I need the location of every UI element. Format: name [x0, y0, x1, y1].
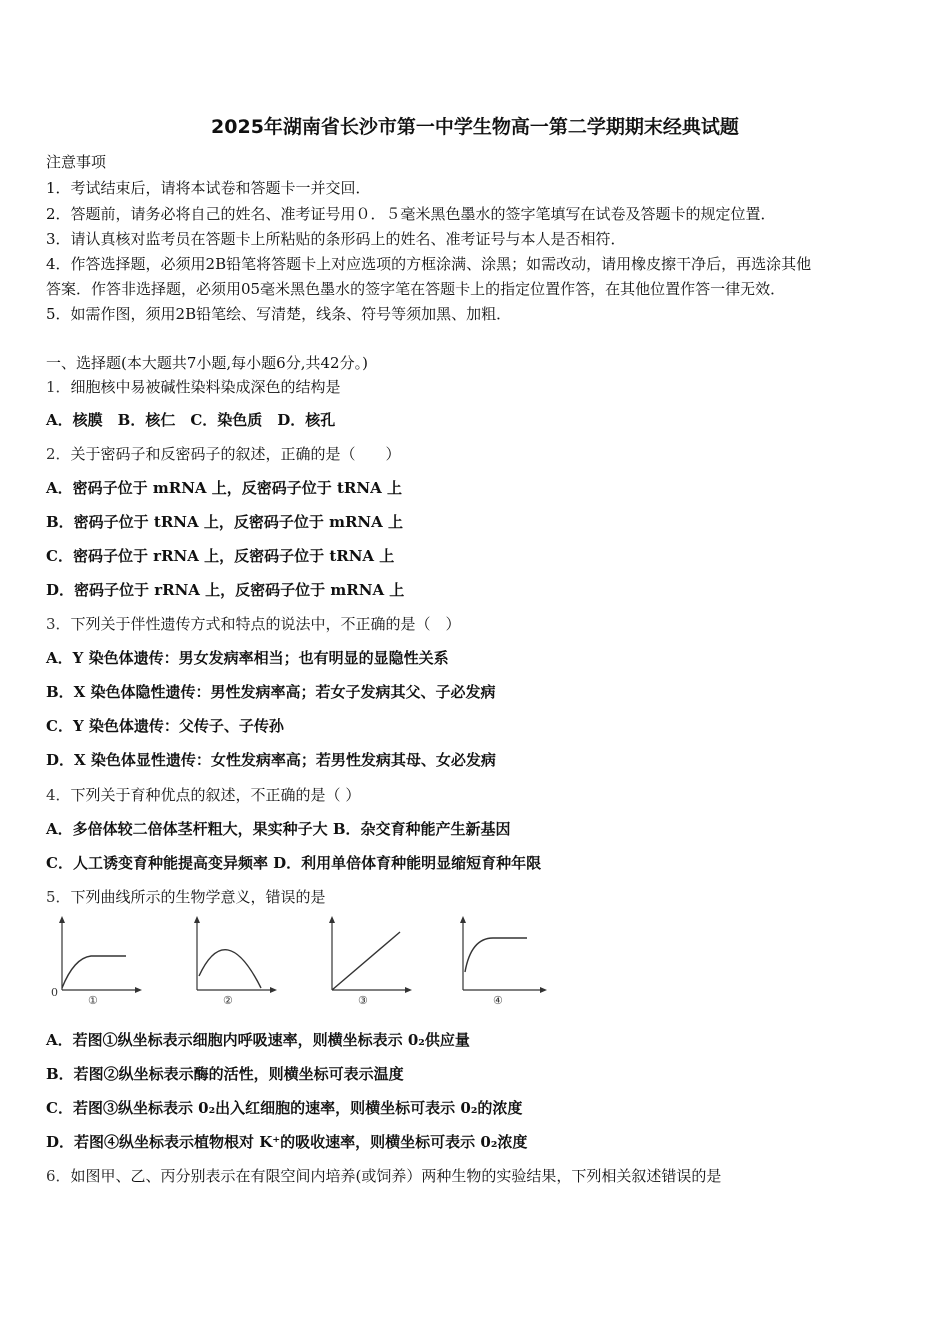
- section-heading: 一、选择题(本大题共7小题,每小题6分,共42分。): [46, 354, 368, 372]
- question-5-text: 下列曲线所示的生物学意义，错误的是: [70, 888, 326, 906]
- question-3-option-a: A．Y 染色体遗传：男女发病率相当；也有明显的显隐性关系: [46, 649, 449, 667]
- question-5-option-a: A．若图①纵坐标表示细胞内呼吸速率，则横坐标表示 0₂供应量: [46, 1031, 470, 1049]
- question-3-number: 3．: [46, 615, 71, 633]
- question-3-text: 下列关于伴性遗传方式和特点的说法中，不正确的是（ ）: [70, 615, 461, 633]
- notice-heading: 注意事项: [46, 153, 107, 171]
- question-6-stem: [46, 1166, 721, 1186]
- figure-3: [316, 910, 416, 1010]
- question-1-options: A．核膜 B．核仁 C．染色质 D．核孔: [46, 411, 336, 429]
- figure-1-label: ①: [88, 994, 98, 1007]
- notice-item-4-cont: 答案．作答非选择题，必须用05毫米黑色墨水的签字笔在答题卡上的指定位置作答，在其他位置作答一律无效．: [46, 280, 786, 298]
- question-4-text: 下列关于育种优点的叙述，不正确的是（ ）: [70, 786, 361, 804]
- question-4-options-cd: C．人工诱变育种能提高变异频率 D．利用单倍体育种能明显缩短育种年限: [46, 854, 542, 872]
- figure-1: [46, 910, 146, 1010]
- page-title: 2025年湖南省长沙市第一中学生物高一第二学期期末经典试题: [211, 116, 739, 138]
- question-2-option-b: B．密码子位于 tRNA 上，反密码子位于 mRNA 上: [46, 513, 403, 531]
- question-5-option-c: C．若图③纵坐标表示 0₂出入红细胞的速率，则横坐标可表示 0₂的浓度: [46, 1099, 523, 1117]
- question-6-number: 6．: [46, 1167, 71, 1185]
- figure-4: [451, 910, 551, 1010]
- figure-4-label: ④: [493, 994, 503, 1007]
- question-5-number: 5．: [46, 888, 71, 906]
- question-2-option-a: A．密码子位于 mRNA 上，反密码子位于 tRNA 上: [46, 479, 402, 497]
- notice-item-2: 2．答题前，请务必将自己的姓名、准考证号用０．５毫米黑色墨水的签字笔填写在试卷及答题卡的规定位置．: [46, 205, 776, 223]
- question-2-number: 2．: [46, 445, 71, 463]
- question-2-stem: [46, 444, 401, 464]
- question-4-number: 4．: [46, 786, 71, 804]
- notice-item-5: 5．如需作图，须用2B铅笔绘、写清楚，线条、符号等须加黑、加粗．: [46, 305, 512, 323]
- figure-2: [181, 910, 281, 1010]
- question-5-option-d: D．若图④纵坐标表示植物根对 K⁺的吸收速率，则横坐标可表示 0₂浓度: [46, 1133, 528, 1151]
- question-3-option-d: D．X 染色体显性遗传：女性发病率高；若男性发病其母、女必发病: [46, 751, 496, 769]
- question-5-figures: [46, 910, 566, 1010]
- question-3-option-c: C．Y 染色体遗传：父传子、子传孙: [46, 717, 284, 735]
- figure-3-label: ③: [358, 994, 368, 1007]
- figure-2-label: ②: [223, 994, 233, 1007]
- question-2-option-d: D．密码子位于 rRNA 上，反密码子位于 mRNA 上: [46, 581, 405, 599]
- question-6-text: 如图甲、乙、丙分别表示在有限空间内培养(或饲养）两种生物的实验结果，下列相关叙述错误的是: [70, 1167, 722, 1185]
- notice-item-1: 1．考试结束后，请将本试卷和答题卡一并交回．: [46, 179, 371, 197]
- question-5-option-b: B．若图②纵坐标表示酶的活性，则横坐标可表示温度: [46, 1065, 404, 1083]
- question-3-stem: [46, 614, 461, 634]
- question-4-stem: [46, 785, 360, 805]
- question-1-stem: [46, 377, 341, 397]
- notice-item-3: 3．请认真核对监考员在答题卡上所粘贴的条形码上的姓名、准考证号与本人是否相符．: [46, 230, 626, 248]
- question-1-number: 1．: [46, 378, 71, 396]
- question-5-stem: [46, 887, 326, 907]
- question-1-text: 细胞核中易被碱性染料染成深色的结构是: [70, 378, 341, 396]
- figure-1-origin: 0: [51, 986, 58, 999]
- question-2-option-c: C．密码子位于 rRNA 上，反密码子位于 tRNA 上: [46, 547, 395, 565]
- notice-item-4: 4．作答选择题，必须用2B铅笔将答题卡上对应选项的方框涂满、涂黑；如需改动，请用橡皮擦干净后，再选涂其他: [46, 255, 812, 273]
- question-4-options-ab: A．多倍体较二倍体茎杆粗大，果实种子大 B．杂交育种能产生新基因: [46, 820, 511, 838]
- question-2-text: 关于密码子和反密码子的叙述，正确的是（ ）: [70, 445, 401, 463]
- question-3-option-b: B．X 染色体隐性遗传：男性发病率高；若女子发病其父、子必发病: [46, 683, 496, 701]
